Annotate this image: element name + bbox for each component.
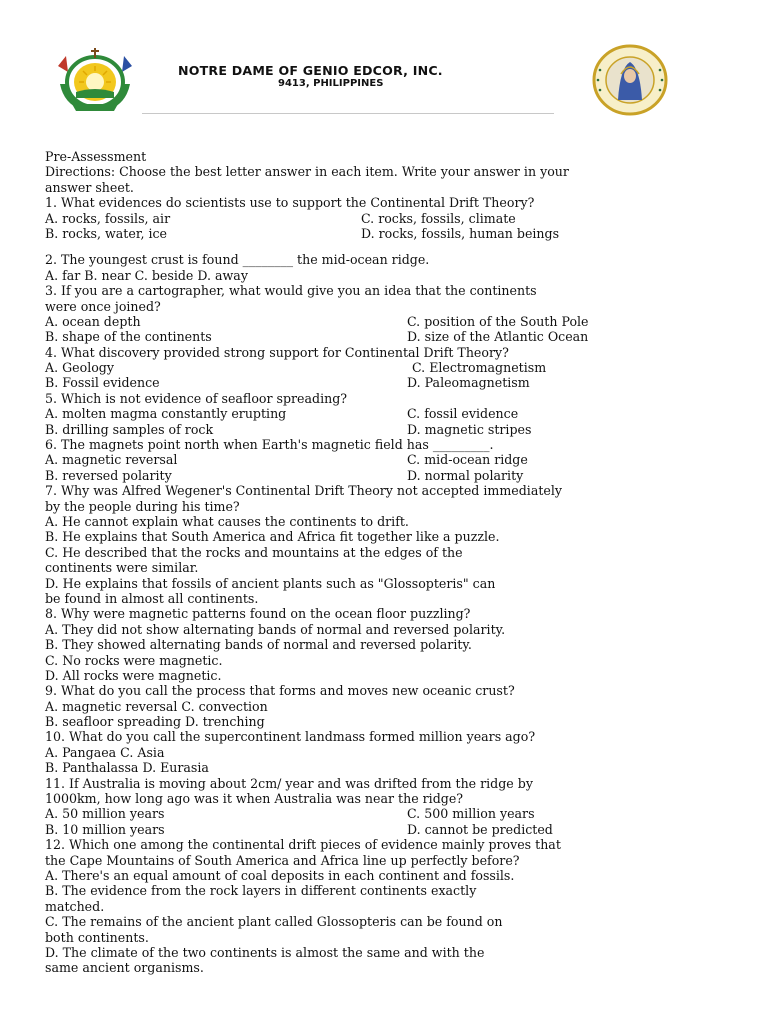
answer-row: A. far B. near C. beside D. away	[45, 267, 248, 283]
answer-row	[45, 468, 655, 483]
option-c: C. No rocks were magnetic.	[45, 652, 223, 668]
directions-line: answer sheet.	[45, 179, 134, 195]
answer-row	[45, 211, 655, 226]
option-c: C. fossil evidence	[407, 406, 519, 422]
answer-row	[45, 452, 655, 467]
answer-row	[45, 314, 655, 329]
answer-row	[45, 360, 655, 375]
assessment-content	[45, 149, 655, 976]
answer-row	[45, 226, 655, 241]
directions-line: Directions: Choose the best letter answer in each item. Write your answer in your	[45, 164, 569, 180]
option-c-cont: both continents.	[45, 929, 149, 945]
question-2: 2. The youngest crust is found ________ the mid-ocean ridge.	[45, 252, 430, 268]
marian-seal-icon	[590, 44, 670, 116]
option-c: C. mid-ocean ridge	[407, 452, 528, 468]
question-1: 1. What evidences do scientists use to support the Continental Drift Theory?	[45, 195, 535, 211]
answer-row	[45, 806, 655, 821]
answer-row: A. Pangaea C. Asia	[45, 744, 165, 760]
option-b: B. Fossil evidence	[45, 375, 160, 391]
question-3: 3. If you are a cartographer, what would give you an idea that the continents	[45, 283, 537, 299]
question-5: 5. Which is not evidence of seafloor spreading?	[45, 390, 348, 406]
option-d: D. Paleomagnetism	[407, 375, 530, 391]
option-d: D. cannot be predicted	[407, 821, 553, 837]
option-d: D. size of the Atlantic Ocean	[407, 329, 589, 345]
header-divider	[142, 113, 554, 114]
option-b: B. shape of the continents	[45, 329, 212, 345]
assessment-title: Pre-Assessment	[45, 149, 147, 164]
option-c: C. rocks, fossils, climate	[361, 210, 516, 226]
option-a: A. rocks, fossils, air	[45, 210, 171, 226]
option-a: A. magnetic reversal	[45, 452, 178, 468]
question-12-cont: the Cape Mountains of South America and Africa line up perfectly before?	[45, 852, 520, 868]
question-4: 4. What discovery provided strong support for Continental Drift Theory?	[45, 344, 509, 360]
answer-row: B. Panthalassa D. Eurasia	[45, 760, 209, 776]
school-seal-icon	[50, 44, 140, 114]
option-c: C. The remains of the ancient plant called Glossopteris can be found on	[45, 914, 503, 930]
option-b-cont: matched.	[45, 898, 105, 914]
option-d: D. rocks, fossils, human beings	[361, 225, 560, 241]
option-c: C. Electromagnetism	[412, 360, 547, 376]
question-7-cont: by the people during his time?	[45, 498, 240, 514]
answer-row: B. seafloor spreading D. trenching	[45, 714, 265, 730]
option-d: D. normal polarity	[407, 467, 524, 483]
option-a: A. 50 million years	[45, 806, 165, 822]
answer-row	[45, 822, 655, 837]
option-a: A. Geology	[45, 360, 114, 376]
option-b: B. drilling samples of rock	[45, 421, 214, 437]
option-d: D. magnetic stripes	[407, 421, 532, 437]
school-address: 9413, PHILIPPINES	[278, 78, 384, 89]
answer-row	[45, 406, 655, 421]
option-c: C. He described that the rocks and mountains at the edges of the	[45, 544, 463, 560]
question-11-cont: 1000km, how long ago was it when Australia was near the ridge?	[45, 791, 464, 807]
option-a: A. He cannot explain what causes the continents to drift.	[45, 513, 409, 529]
option-b: B. They showed alternating bands of normal and reversed polarity.	[45, 637, 472, 653]
option-c-cont: continents were similar.	[45, 560, 199, 576]
question-7: 7. Why was Alfred Wegener's Continental Drift Theory not accepted immediately	[45, 483, 562, 499]
option-d: D. The climate of the two continents is almost the same and with the	[45, 944, 485, 960]
option-d-cont: be found in almost all continents.	[45, 590, 259, 606]
option-b: B. The evidence from the rock layers in different continents exactly	[45, 883, 477, 899]
option-a: A. ocean depth	[45, 313, 141, 329]
question-8: 8. Why were magnetic patterns found on the ocean floor puzzling?	[45, 606, 471, 622]
option-c: C. 500 million years	[407, 806, 535, 822]
question-6: 6. The magnets point north when Earth's magnetic field has _________.	[45, 437, 494, 453]
option-d: D. He explains that fossils of ancient plants such as "Glossopteris" can	[45, 575, 496, 591]
question-10: 10. What do you call the supercontinent landmass formed million years ago?	[45, 729, 536, 745]
option-b: B. 10 million years	[45, 821, 165, 837]
option-a: A. There's an equal amount of coal deposits in each continent and fossils.	[45, 867, 515, 883]
question-12: 12. Which one among the continental drift pieces of evidence mainly proves that	[45, 837, 561, 853]
question-3-cont: were once joined?	[45, 298, 161, 314]
question-11: 11. If Australia is moving about 2cm/ year and was drifted from the ridge by	[45, 775, 533, 791]
option-c: C. position of the South Pole	[407, 313, 589, 329]
option-b: B. reversed polarity	[45, 467, 172, 483]
answer-row	[45, 422, 655, 437]
answer-row: A. magnetic reversal C. convection	[45, 698, 268, 714]
answer-row	[45, 329, 655, 344]
answer-row	[45, 375, 655, 390]
option-b: B. rocks, water, ice	[45, 225, 167, 241]
option-d: D. All rocks were magnetic.	[45, 667, 222, 683]
option-a: A. They did not show alternating bands of normal and reversed polarity.	[45, 621, 506, 637]
option-a: A. molten magma constantly erupting	[45, 406, 287, 422]
school-name: NOTRE DAME OF GENIO EDCOR, INC.	[178, 63, 443, 78]
question-9: 9. What do you call the process that forms and moves new oceanic crust?	[45, 683, 515, 699]
option-b: B. He explains that South America and Africa fit together like a puzzle.	[45, 529, 500, 545]
option-d-cont: same ancient organisms.	[45, 960, 204, 976]
